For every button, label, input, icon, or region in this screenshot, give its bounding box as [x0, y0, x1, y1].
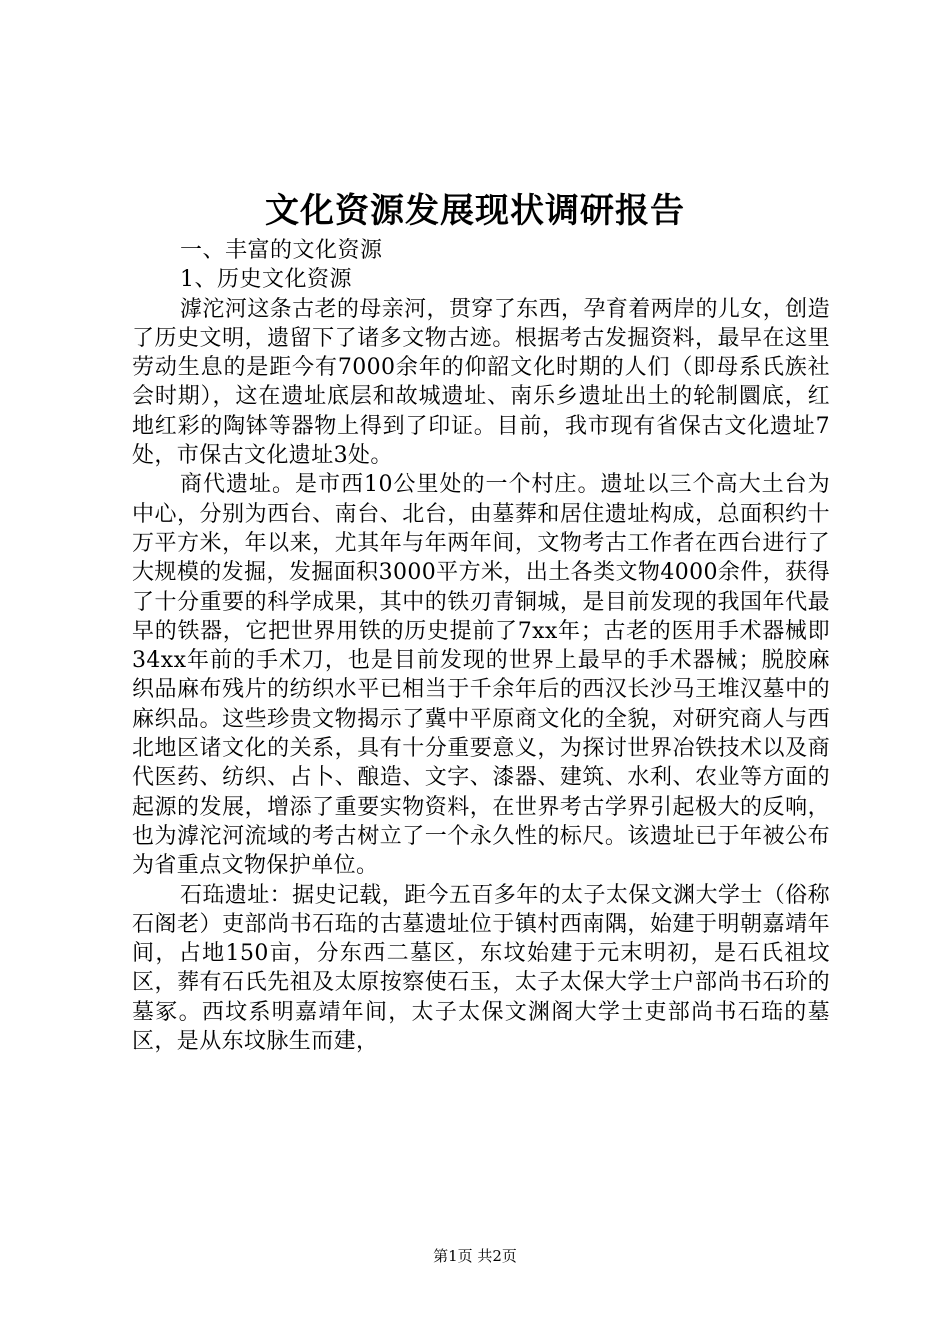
subsection-heading: 1、历史文化资源: [180, 267, 352, 293]
paragraph-hutuo-river: 滹沱河这条古老的母亲河，贯穿了东西，孕育着两岸的儿女，创造了历史文明，遗留下了诸多文物古迹。根据考古发掘资料，最早在这里劳动生息的是距今有7000余年的仰韶文化时期的人们（即母系氏族社会时期），这在遗址底层和故城遗址、南乐乡遗址出土的轮制圜底，红地红彩的陶钵等器物上得到了印证。目前，我市现有省保古文化遗址7处，市保古文化遗址3处。: [132, 296, 830, 469]
paragraph-shang-site: 商代遗址。是市西10公里处的一个村庄。遗址以三个高大土台为中心，分别为西台、南台、北台，由墓葬和居住遗址构成，总面积约十万平方米，年以来，尤其年与年两年间，文物考古工作者在西台进行了大规模的发掘，发掘面积3000平方米，出土各类文物4000余件，获得了十分重要的科学成果，其中的铁刃青铜城，是目前发现的我国年代最早的铁器，它把世界用铁的历史提前了7xx年；古老的医用手术器械即34xx年前的手术刀，也是目前发现的世界上最早的手术器械；脱胶麻织品麻布残片的纺织水平已相当于千余年后的西汉长沙马王堆汉墓中的麻织品。这些珍贵文物揭示了冀中平原商文化的全貌，对研究商人与西北地区诸文化的关系，具有十分重要意义，为探讨世界冶铁技术以及商代医药、纺织、占卜、酿造、文字、漆器、建筑、水利、农业等方面的起源的发展，增添了重要实物资料，在世界考古学界引起极大的反响，也为滹沱河流域的考古树立了一个永久性的标尺。该遗址已于年被公布为省重点文物保护单位。: [132, 472, 830, 879]
paragraph-shibao-site: 石珤遗址：据史记载，距今五百多年的太子太保文渊大学士（俗称石阁老）吏部尚书石珤的古墓遗址位于镇村西南隅，始建于明朝嘉靖年间，占地150亩，分东西二墓区，东坟始建于元末明初，是石氏祖坟区，葬有石氏先祖及太原按察使石玉，太子太保大学士户部尚书石玠的墓冢。西坟系明嘉靖年间，太子太保文渊阁大学士吏部尚书石珤的墓区，是从东坟脉生而建，: [132, 882, 830, 1055]
section-heading: 一、丰富的文化资源: [180, 238, 383, 263]
page-indicator: 第1页 共2页: [433, 1247, 517, 1265]
document-body: [132, 236, 830, 1056]
document-title: 文化资源发展现状调研报告: [265, 191, 685, 231]
